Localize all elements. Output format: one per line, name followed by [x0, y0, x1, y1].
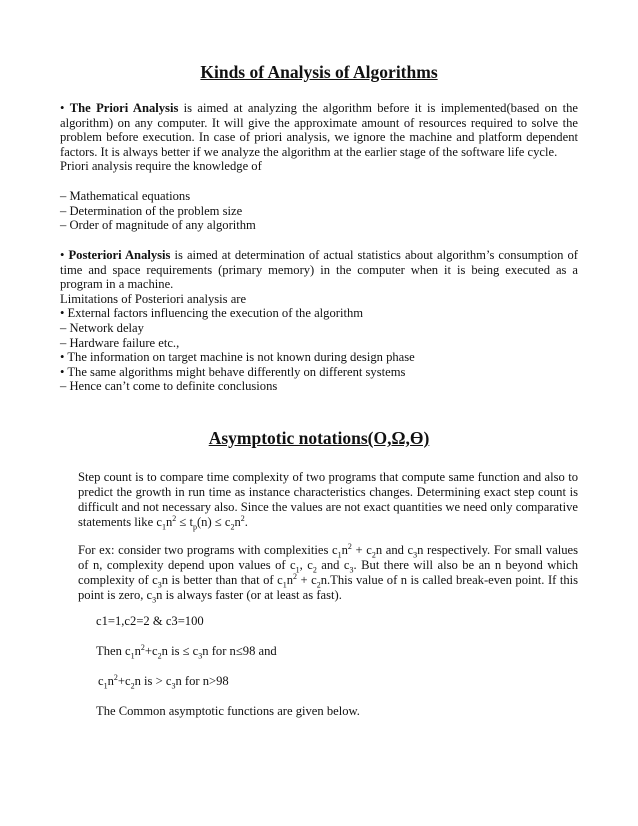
- section-title-asymptotic-notations: Asymptotic notations(O,Ω,ϴ): [208, 428, 430, 448]
- list-item: – Hence can’t come to definite conclusions: [60, 379, 278, 394]
- greater-inequality-line: $c_1n^2+c_2n$ is > $c_3n$ for n>98: [98, 672, 229, 691]
- example-paragraph: For ex: consider two programs with complexities $c_1n^2 + c_2n$ and $c_3n$ respectively. For small values of n, complexity depend upon values of $c_1$, $c_2$ and $c_3$. But there will also be an n beyond which complexity of $c_3n$ is better than that of $c_1n^2$ + $c_2n.This$ value of n is called break-even point. If this point is zero, $c_3n$ is always faster (or at least as fast).: [78, 541, 579, 605]
- priori-requires-line: Priori analysis require the knowledge of: [60, 159, 262, 174]
- section-title-kinds-of-analysis: Kinds of Analysis of Algorithms: [200, 62, 438, 82]
- posteriori-limitations-line: Limitations of Posteriori analysis are: [60, 291, 247, 306]
- then-inequality-line: Then $c_1n^2+c_2n$ is ≤ $c_3n$ for n≤98 and: [96, 642, 277, 661]
- posteriori-paragraph: • Posteriori Analysis is aimed at determination of actual statistics about algorithm’s consumption of time and space requirements (primary memory) in the computer when it is being executed as a program in a machine.: [60, 248, 578, 292]
- priori-term: The Priori Analysis: [69, 101, 179, 115]
- list-item: • The same algorithms might behave differently on different systems: [60, 364, 406, 379]
- list-item: – Determination of the problem size: [60, 203, 243, 218]
- list-item: – Hardware failure etc.,: [60, 335, 180, 350]
- list-item: • The information on target machine is not known during design phase: [60, 350, 415, 365]
- common-functions-line: The Common asymptotic functions are given below.: [96, 704, 360, 718]
- list-item: – Network delay: [60, 320, 144, 335]
- priori-knowledge-list: [60, 189, 578, 233]
- list-item: – Mathematical equations: [60, 189, 191, 203]
- step-count-paragraph: Step count is to compare time complexity of two programs that compute same function and also to predict the growth in run time as instance characteristics changes. Determining exact step count is difficult and not necessary also. Since the values are not exact quantities we need only comparative statements like $c_1n^2 \le t_p(n) \le c_2n^2$.: [78, 470, 578, 532]
- list-item: • External factors influencing the execution of the algorithm: [60, 306, 364, 321]
- list-item: – Order of magnitude of any algorithm: [60, 218, 256, 233]
- constants-line: c1=1,c2=2 & c3=100: [96, 614, 204, 628]
- posteriori-analysis-block: [60, 248, 578, 394]
- priori-analysis-block: [60, 101, 578, 174]
- posteriori-term: Posteriori Analysis: [68, 248, 171, 262]
- priori-paragraph: • The Priori Analysis is aimed at analyzing the algorithm before it is implemented(based on the algorithm) on any computer. It will give the approximate amount of resources required to solve the problem before execution. In case of priori analysis, we ignore the machine and platform dependent factors. It is always better if we analyze the algorithm at the earlier stage of the software life cycle.: [60, 101, 578, 159]
